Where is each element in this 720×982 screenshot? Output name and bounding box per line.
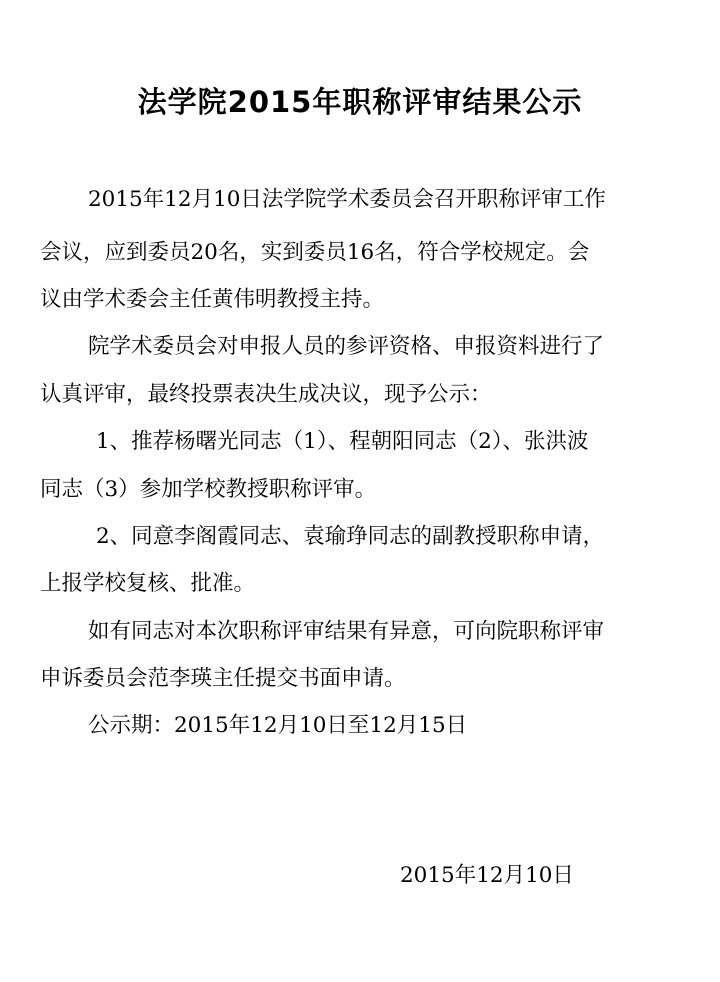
item-2-line-2: 上报学校复核、批准。: [40, 571, 256, 596]
paragraph-3-line-2: 申诉委员会范李瑛主任提交书面申请。: [40, 666, 406, 691]
item-2-line-1: 2、同意李阁霞同志、袁瑜琤同志的副教授职称申请，: [96, 524, 605, 549]
paragraph-1-line-1: 2015年12月10日法学院学术委员会召开职称评审工作: [88, 187, 606, 212]
paragraph-1-line-3: 议由学术委会主任黄伟明教授主持。: [40, 287, 385, 312]
item-1-line-1: 1、推荐杨曙光同志（1）、程朝阳同志（2）、张洪波: [96, 429, 589, 454]
paragraph-3-line-1: 如有同志对本次职称评审结果有异意，可向院职称评审: [88, 619, 605, 644]
paragraph-2-line-2: 认真评审，最终投票表决生成决议，现予公示：: [40, 382, 492, 407]
signature-date: 2015年12月10日: [400, 863, 574, 888]
publicity-period: 公示期：2015年12月10日至12月15日: [88, 713, 468, 738]
document-title: 法学院2015年职称评审结果公示: [137, 85, 583, 119]
item-1-line-2: 同志（3）参加学校教授职称评审。: [40, 477, 377, 502]
paragraph-1-line-2: 会议，应到委员20名，实到委员16名，符合学校规定。会: [40, 240, 590, 265]
paragraph-2-line-1: 院学术委员会对申报人员的参评资格、申报资料进行了: [88, 334, 605, 359]
